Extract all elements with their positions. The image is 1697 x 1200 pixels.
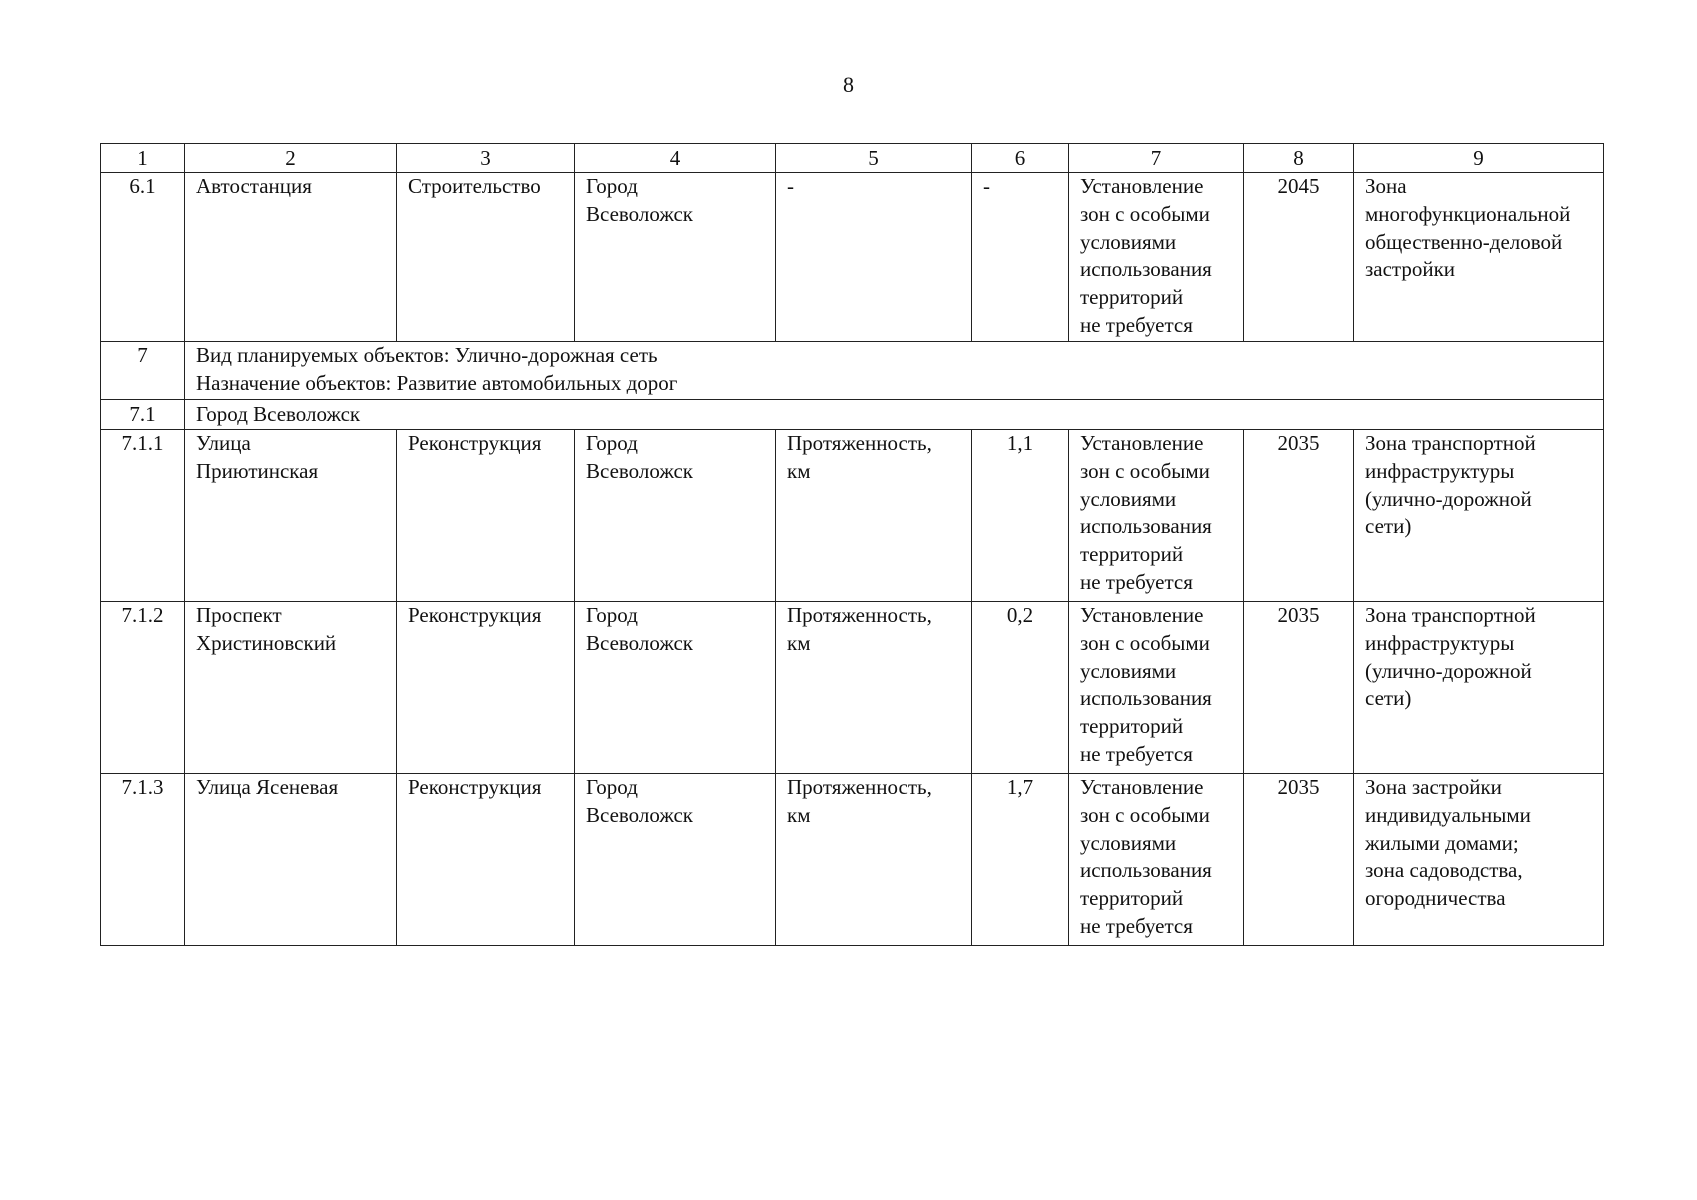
location: Город Всеволожск	[575, 173, 776, 342]
column-header: 8	[1244, 144, 1354, 173]
action-type: Реконструкция	[397, 430, 575, 602]
characteristic-value: 0,2	[972, 602, 1069, 774]
object-name: Улица Ясеневая	[185, 774, 397, 946]
special-zones: Установление зон с особыми условиями использования территорий не требуется	[1069, 602, 1244, 774]
column-number-row	[101, 144, 1604, 173]
section-row	[101, 342, 1604, 400]
table-row	[101, 602, 1604, 774]
column-header: 5	[776, 144, 972, 173]
functional-zone: Зона застройки индивидуальными жилыми домами; зона садоводства, огородничества	[1354, 774, 1604, 946]
special-zones: Установление зон с особыми условиями использования территорий не требуется	[1069, 430, 1244, 602]
section-number: 7	[101, 342, 185, 400]
table-row	[101, 774, 1604, 946]
row-number: 7.1.3	[101, 774, 185, 946]
table-row	[101, 430, 1604, 602]
characteristic: -	[776, 173, 972, 342]
special-zones: Установление зон с особыми условиями использования территорий не требуется	[1069, 774, 1244, 946]
location: Город Всеволожск	[575, 602, 776, 774]
subsection-number: 7.1	[101, 400, 185, 430]
functional-zone: Зона многофункциональной общественно-деловой застройки	[1354, 173, 1604, 342]
column-header: 4	[575, 144, 776, 173]
characteristic: Протяженность, км	[776, 602, 972, 774]
special-zones: Установление зон с особыми условиями использования территорий не требуется	[1069, 173, 1244, 342]
column-header: 7	[1069, 144, 1244, 173]
characteristic-value: -	[972, 173, 1069, 342]
functional-zone: Зона транспортной инфраструктуры (улично-дорожной сети)	[1354, 430, 1604, 602]
location: Город Всеволожск	[575, 430, 776, 602]
action-type: Реконструкция	[397, 602, 575, 774]
row-number: 7.1.1	[101, 430, 185, 602]
subsection-row	[101, 400, 1604, 430]
row-number: 7.1.2	[101, 602, 185, 774]
object-name: Проспект Христиновский	[185, 602, 397, 774]
section-description: Вид планируемых объектов: Улично-дорожная сеть Назначение объектов: Развитие автомобильных дорог	[185, 342, 1604, 400]
characteristic: Протяженность, км	[776, 774, 972, 946]
location: Город Всеволожск	[575, 774, 776, 946]
action-type: Строительство	[397, 173, 575, 342]
column-header: 1	[101, 144, 185, 173]
row-number: 6.1	[101, 173, 185, 342]
column-header: 6	[972, 144, 1069, 173]
column-header: 2	[185, 144, 397, 173]
column-header: 9	[1354, 144, 1604, 173]
objects-table	[100, 143, 1604, 946]
table-row	[101, 173, 1604, 342]
characteristic-value: 1,1	[972, 430, 1069, 602]
characteristic: Протяженность, км	[776, 430, 972, 602]
column-header: 3	[397, 144, 575, 173]
implementation-year: 2035	[1244, 774, 1354, 946]
functional-zone: Зона транспортной инфраструктуры (улично-дорожной сети)	[1354, 602, 1604, 774]
object-name: Автостанция	[185, 173, 397, 342]
implementation-year: 2035	[1244, 430, 1354, 602]
implementation-year: 2045	[1244, 173, 1354, 342]
object-name: Улица Приютинская	[185, 430, 397, 602]
implementation-year: 2035	[1244, 602, 1354, 774]
characteristic-value: 1,7	[972, 774, 1069, 946]
page-number: 8	[843, 72, 854, 97]
subsection-title: Город Всеволожск	[185, 400, 1604, 430]
action-type: Реконструкция	[397, 774, 575, 946]
